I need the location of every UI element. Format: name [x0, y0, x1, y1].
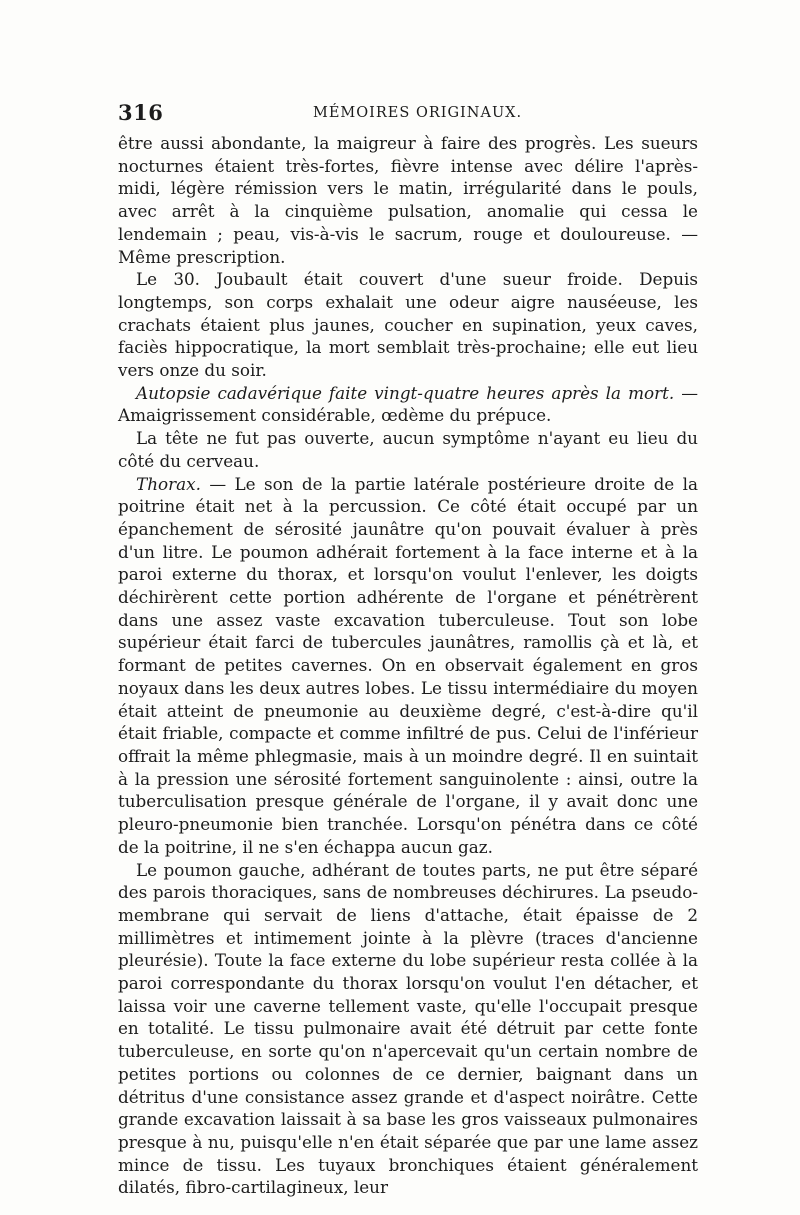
paragraph-2: Le 30. Joubault était couvert d'une sueur froide. Depuis longtemps, son corps exhalait une odeur aigre nauséeuse, les crachats étaient plus jaunes, coucher en supination, yeux caves, faciès hippocratique, la mort semblait très-prochaine; elle eut lieu vers onze du soir. — [118, 269, 698, 381]
thorax-heading: Thorax. — [136, 473, 201, 494]
paragraph-6: Le poumon gauche, adhérant de toutes parts, ne put être séparé des parois thoraciques, sans de nombreuses déchirures. La pseudo-membrane qui servait de liens d'attache, était épaisse de 2 millimètres et intimement jointe à la plèvre (traces d'ancienne pleurésie). Toute la face externe du lobe supérieur resta collée à la paroi correspondante du thorax lorsqu'on voulut l'en détacher, et laissa voir une caverne tellement vaste, qu'elle l'occupait presque en totalité. Le tissu pulmonaire avait été détruit par cette fonte tuberculeuse, en sorte qu'on n'apercevait qu'un certain nombre de petites portions ou colonnes de ce dernier, baignant dans un détritus d'une consistance assez grande et d'aspect noirâtre. Cette grande excavation laissait à sa base les gros vaisseaux pulmonaires presque à nu, puisqu'elle n'en était séparée que par une lame assez mince de tissu. Les tuyaux bronchiques étaient généralement dilatés, fibro-cartilagineux, leur — [118, 859, 698, 1198]
paragraph-3-text: — Amaigrissement considérable, œdème du prépuce. — [118, 382, 698, 426]
autopsy-heading: Autopsie cadavérique faite vingt-quatre heures après la mort. — [136, 382, 675, 403]
page-number: 316 — [118, 100, 164, 125]
paragraph-4: La tête ne fut pas ouverte, aucun symptôme n'ayant eu lieu du côté du cerveau. — [118, 428, 698, 471]
paragraph-5-text: — Le son de la partie latérale postérieure droite de la poitrine était net à la percussion. Ce côté était occupé par un épanchement de sérosité jaunâtre qu'on pouvait évaluer à près d'un litre. Le poumon adhérait fortement à la face interne et à la paroi externe du thorax, et lorsqu'on voulut l'enlever, les doigts déchirèrent cette portion adhérente de l'organe et pénétrèrent dans une assez vaste excavation tuberculeuse. Tout son lobe supérieur était farci de tubercules jaunâtres, ramollis çà et là, et formant de petites cavernes. On en observait également en gros noyaux dans les deux autres lobes. Le tissu intermédiaire du moyen était atteint de pneumonie au deuxième degré, c'est-à-dire qu'il était friable, compacte et comme infiltré de pus. Celui de l'inférieur offrait la même phlegmasie, mais à un moindre degré. Il en suintait à la pression une sérosité fortement sanguinolente : ainsi, outre la tuberculisation presque générale de l'organe, il y avait donc une pleuro-pneumonie bien tranchée. Lorsqu'on pénétra dans ce côté de la poitrine, il ne s'en échappa aucun gaz. — [118, 473, 698, 857]
paragraph-1: être aussi abondante, la maigreur à faire des progrès. Les sueurs nocturnes étaient très-fortes, fièvre intense avec délire l'après-midi, légère rémission vers le matin, irrégularité dans le pouls, avec arrêt à la cinquième pulsation, anomalie qui cessa le lendemain ; peau, vis-à-vis le sacrum, rouge et douloureuse. — Même prescription. — [118, 133, 698, 267]
paragraph-3 — [118, 382, 698, 427]
body-text — [118, 132, 698, 1199]
page-header — [118, 100, 698, 128]
paragraph-5 — [118, 473, 698, 859]
running-head: MÉMOIRES ORIGINAUX. — [313, 105, 523, 121]
